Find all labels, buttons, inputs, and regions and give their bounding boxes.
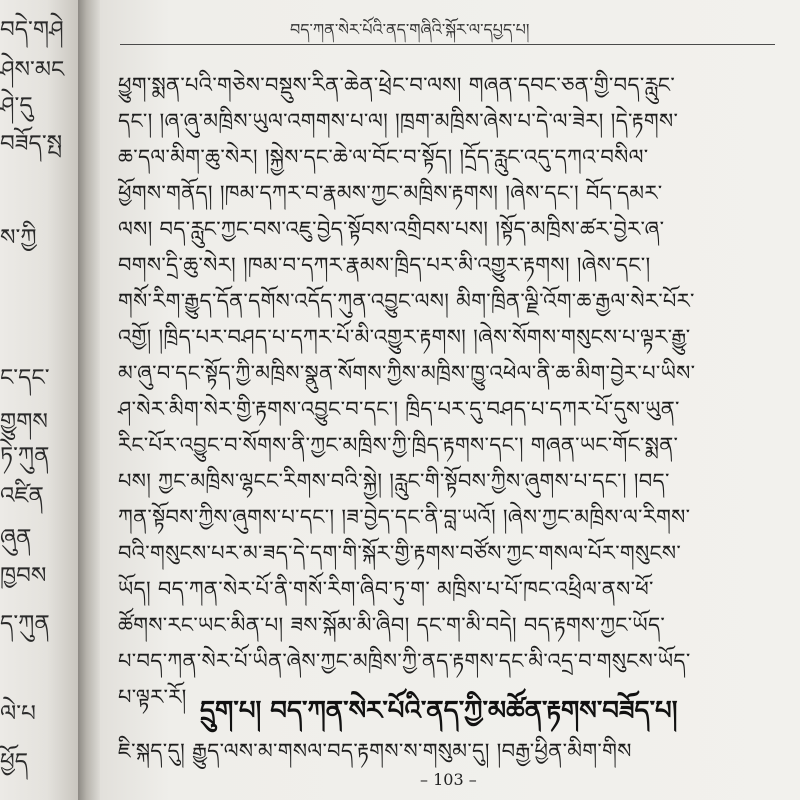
body-line: གསོ་རིག་རྒྱུད་དོན་དགོས་འདོད་ཀུན་འབྱུང་ལས། མིག་ཁྲིན་ལྗི་འོག་ཆ་རྒྱལ་སེར་པོར་ [118, 289, 695, 313]
header-rule [120, 44, 775, 45]
left-page-line: ཤེས་མང [0, 57, 65, 83]
left-page-line: ཏེ་ཀུན [0, 443, 50, 469]
body-line: བགས་དྲི་ཆུ་སེར། །ཁམ་བ་དཀར་རྣམས་ཁྲིད་པར་མི་འགྱུར་རྟགས། །ཞེས་དང་། [118, 253, 651, 277]
body-line: དང་། །ཞ་ཞུ་མཁྲིས་ཡུལ་འགགས་པ་ལ། །ཁྲག་མཁྲིས་ཞེས་པ་དེ་ལ་ཟེར། །དེ་རྟགས་ [118, 109, 679, 133]
left-page-line: ང་དང་ [0, 365, 50, 391]
left-page-line: ས་ཀྱི [0, 225, 37, 251]
body-line: ཕྱོགས་གནོད། །ཁམ་དཀར་བ་རྣམས་ཀྱང་མཁྲིས་རྟགས། །ཞེས་དང་། བོད་དམར་ [118, 181, 663, 205]
body-line: ཡོད། བད་ཀན་སེར་པོ་ནི་གསོ་རིག་ཞིབ་ཏུ་ག་ མཁྲིས་པ་པོ་ཁང་འཕྲིལ་ནས་ཕོ་ [118, 577, 654, 601]
left-page-line: ཤེ་དུ [0, 93, 33, 119]
body-line: ཇི་སྐད་དུ། རྒྱུད་ལས་མ་གསལ་བད་རྟགས་ས་གསུམ་དུ། །བརྒྱ་ཕྱིན་མིག་གིས [118, 739, 632, 763]
body-line: པས། ཀྱང་མཁྲིས་ལྷངང་རིགས་བའི་སྐྱེ། །རླུང་གི་སྟོབས་ཀྱིས་ཞུགས་པ་དང་། །བད་ [118, 469, 670, 493]
left-page-line: ལེ་པ [0, 701, 36, 727]
body-line: པ་བད་ཀན་སེར་པོ་ཡིན་ཞེས་ཀྱང་མཁྲིས་ཀྱི་ནད་རྟགས་དང་མི་འདྲ་བ་གསུངས་ཡོད་ [118, 649, 691, 673]
left-page-line: འཛིན [0, 483, 44, 509]
body-line: མ་ཞུ་བ་དང་སྟོད་ཀྱི་མཁྲིས་སྣུན་སོགས་ཀྱིས་མཁྲིས་ཁྱུ་འཕེལ་ནི་ཆ་མིག་བྱེར་པ་ཡིས་ [118, 361, 696, 385]
right-page [100, 0, 800, 800]
body-line: པ་ལྟར་རོ། [118, 685, 187, 709]
body-line: ཤ་སེར་མིག་སེར་གྱི་རྟགས་འབྱུང་བ་དང་། ཁྲིད་པར་དུ་བཤད་པ་དཀར་པོ་དུས་ཡུན་ [118, 397, 680, 421]
body-line: ཆ་དལ་མིག་ཆུ་སེར། །སྐྱེས་དང་ཆེ་ལ་བོང་བ་སྟོད། །དྲོད་རླུང་འདུ་དཀའ་བསིལ་ [118, 145, 649, 169]
body-line: བའི་གསུངས་པར་མ་ཟད་དེ་དག་གི་སྐོར་གྱི་རྟགས་བཙོས་ཀྱང་གསལ་པོར་གསུངས་ [118, 541, 682, 565]
left-page-line: ད་ཀུན [0, 611, 50, 637]
body-line: འགྱོ། །ཁྲིད་པར་བཤད་པ་དཀར་པོ་མི་འགྱུར་རྟགས། །ཞེས་སོགས་གསུངས་པ་ལྟར་རྒྱུ་ [118, 325, 691, 349]
page-number: – 103 – [420, 770, 477, 789]
body-line: ཚོགས་རང་ཡང་མིན་པ། ཟས་སྐོམ་མི་ཞིབ། དང་ག་མི་བདེ། བད་རྟགས་ཀྱང་ཡོད་ [118, 613, 666, 637]
left-page-line: ཞུན [0, 525, 32, 551]
body-line: ཕྱུག་སྨན་པའི་གཅེས་བསྡུས་རིན་ཆེན་ཕྲེང་བ་ལས། གཞན་དབང་ཅན་གྱི་བད་རླུང་ [118, 73, 676, 97]
left-page-line: ཕྱོད [0, 749, 29, 775]
left-page-line: བཟོད་སྤ [0, 131, 63, 157]
running-header: བད་ཀན་སེར་པོའི་ནད་གཞིའི་སྐོར་ལ་དཔྱད་པ། [290, 20, 530, 39]
left-page-line: གྱུགས [0, 409, 48, 435]
left-page-line: བདེ་གཤེ [0, 17, 64, 43]
book-gutter [78, 0, 100, 800]
section-heading: དྲུག་པ། བད་ཀན་སེར་པོའི་ནད་ཀྱི་མཚོན་རྟགས་བཟོད་པ། [200, 696, 678, 726]
left-page-line: ཁྱབས [0, 563, 47, 589]
body-line: ཀན་སྟོབས་ཀྱིས་ཞུགས་པ་དང་། །ཟ་བྱེད་དང་ནི་བླ་ཡའོ། །ཞེས་ཀྱང་མཁྲིས་ལ་རིགས་ [118, 505, 691, 529]
left-page [0, 0, 78, 800]
body-line: རིང་པོར་འབྱུང་བ་སོགས་ནི་ཀྱང་མཁྲིས་ཀྱི་ཁྲིད་རྟགས་དང་། གཞན་ཡང་གོང་སྨན་ [118, 433, 679, 457]
body-line: ལས། བད་རླུང་ཀྱང་བས་འཇུ་བྱེད་སྟོབས་འགྲིབས་པས། །སྟོད་མཁྲིས་ཚར་བྱེར་ཞ་ [118, 217, 665, 241]
